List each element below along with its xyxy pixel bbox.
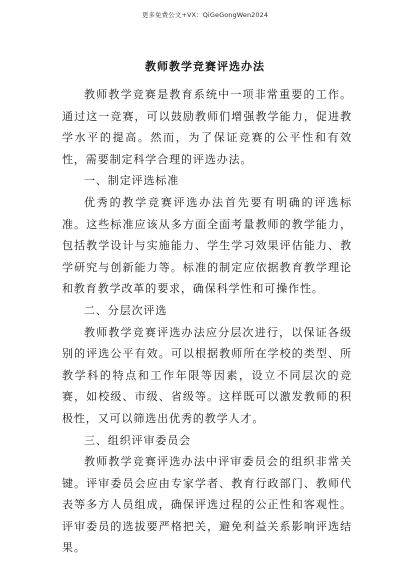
section-heading-3: 三、组织评审委员会: [84, 433, 192, 447]
document-body: [62, 84, 352, 559]
intro-paragraph: 教师教学竞赛是教育系统中一项非常重要的工作。通过这一竞赛，可以鼓励教师们增强教学能力，促进教学水平的提高。然而，为了保证竞赛的公平性和有效性，需要制定科学合理的评选办法。: [62, 88, 352, 166]
section-heading-2: 二、分层次评选: [84, 303, 168, 317]
header-note: 更多免费公文+VX：QiGeGongWen2024: [141, 11, 269, 19]
document-title: 教师教学竞赛评选办法: [145, 60, 265, 73]
section-body-2: 教师教学竞赛评选办法应分层次进行，以保证各级别的评选公平有效。可以根据教师所在学校的类型、所教学科的特点和工作年限等因素，设立不同层次的竞赛，如校级、市级、省级等。这样既可以激发教师的积极性，又可以筛选出优秀的教学人才。: [62, 325, 352, 425]
section-body-1: 优秀的教学竞赛评选办法首先要有明确的评选标准。这些标准应该从多方面全面考量教师的教学能力，包括教学设计与实施能力、学生学习效果评估能力、教学研究与创新能力等。标准的制定应依据教育教学理论和教育教学改革的要求，确保科学性和可操作性。: [62, 195, 352, 296]
section-body-3: 教师教学竞赛评选办法中评审委员会的组织非常关键。评审委员会应由专家学者、教育行政部门、教师代表等多方人员组成，确保评选过程的公正性和客观性。评审委员的选拔要严格把关，避免利益关系影响评选结果。: [62, 455, 352, 555]
section-heading-1: 一、制定评选标准: [84, 174, 180, 188]
